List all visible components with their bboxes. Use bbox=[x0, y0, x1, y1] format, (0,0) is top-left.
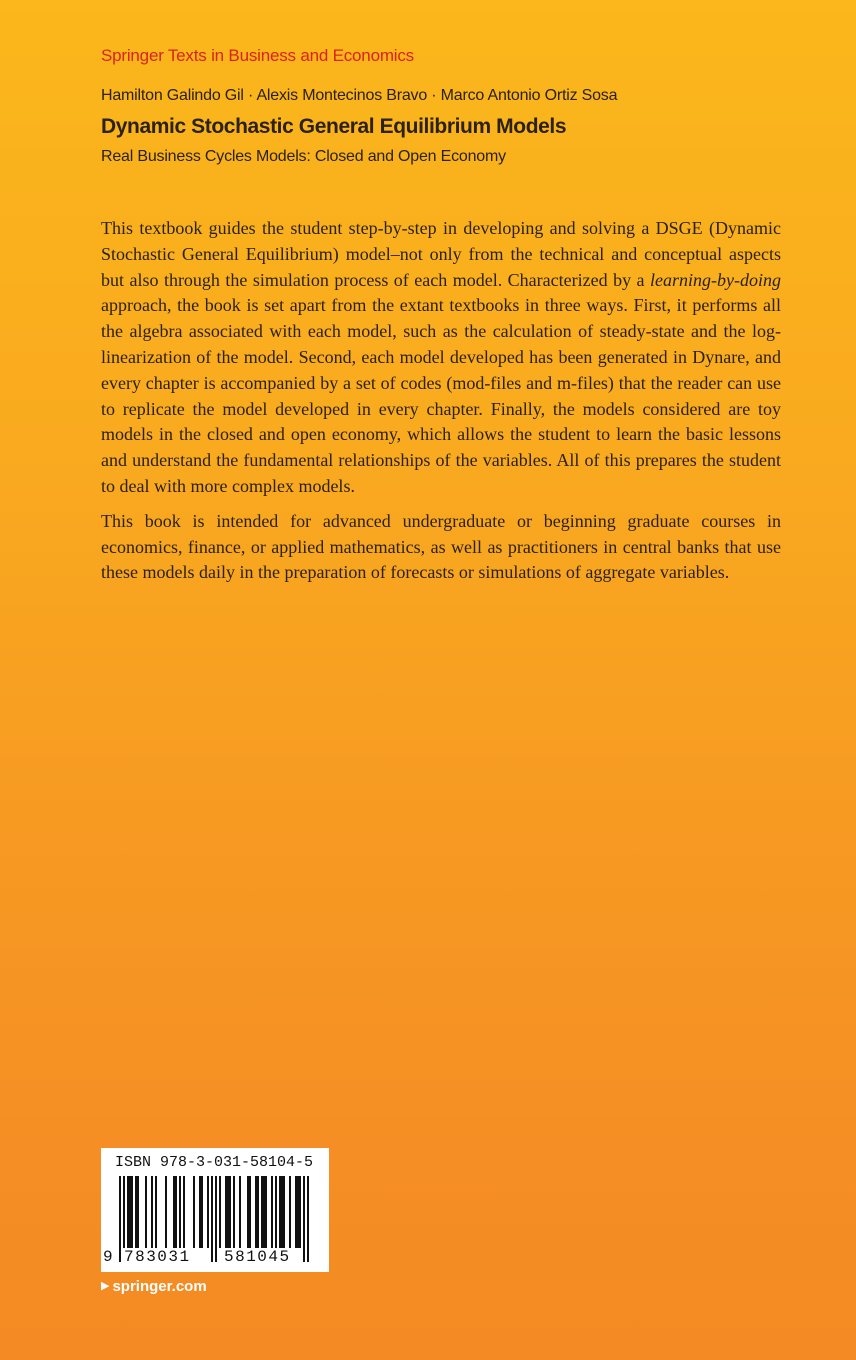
barcode-bar bbox=[211, 1176, 213, 1262]
barcode-bar bbox=[247, 1176, 249, 1248]
barcode-bar bbox=[307, 1176, 309, 1262]
blurb-paragraph-1-start: This textbook guides the student step-by-step in developing and solving a DSGE (Dynamic Stochastic General Equilibrium) model–not only from the technical and conceptual aspects but also through the simulation process of each model. Characterized by a bbox=[101, 218, 781, 290]
barcode-bar bbox=[283, 1176, 285, 1248]
barcode-bar bbox=[219, 1176, 221, 1248]
blurb-paragraph-1 bbox=[101, 216, 781, 500]
barcode-bar bbox=[279, 1176, 281, 1248]
ean-left-group: 783031 bbox=[124, 1248, 191, 1266]
barcode-bar bbox=[255, 1176, 257, 1248]
blurb-paragraph-1-emphasis: learning-by-doing bbox=[650, 269, 781, 290]
barcode-bar bbox=[173, 1176, 175, 1248]
ean-first-digit: 9 bbox=[103, 1248, 113, 1266]
barcode-bar bbox=[239, 1176, 241, 1248]
barcode-bar bbox=[263, 1176, 265, 1248]
ean-right-group: 581045 bbox=[224, 1248, 291, 1266]
barcode-bar bbox=[281, 1176, 283, 1248]
barcode-bar bbox=[275, 1176, 277, 1248]
barcode-bar bbox=[227, 1176, 229, 1248]
barcode-box bbox=[101, 1148, 329, 1272]
barcode-bar bbox=[249, 1176, 251, 1248]
barcode-bar bbox=[271, 1176, 273, 1248]
barcode-bar bbox=[297, 1176, 299, 1248]
barcode-bar bbox=[135, 1176, 137, 1248]
barcode-bar bbox=[183, 1176, 185, 1248]
blurb-paragraph-1-end: approach, the book is set apart from the extant textbooks in three ways. First, it performs all the algebra associated with each model, such as the calculation of steady-state and the log-linearization of the model. Second, each model developed has been generated in Dynare, and every chapter is accompanied by a set of codes (mod-files and m-files) that the reader can use to replicate the model developed in every chapter. Finally, the models considered are toy models in the closed and open economy, which allows the student to learn the basic lessons and understand the fundamental relationships of the variables. All of this prepares the student to deal with more complex models. bbox=[101, 295, 781, 496]
barcode-bar bbox=[289, 1176, 291, 1248]
blurb bbox=[101, 216, 781, 595]
barcode-bar bbox=[215, 1176, 217, 1262]
book-subtitle: Real Business Cycles Models: Closed and Open Economy bbox=[101, 148, 506, 165]
barcode-bar bbox=[179, 1176, 181, 1248]
arrow-right-icon: ▶ bbox=[101, 1280, 110, 1292]
barcode-bar bbox=[261, 1176, 263, 1248]
barcode-bar bbox=[201, 1176, 203, 1248]
barcode-bar bbox=[131, 1176, 133, 1248]
barcode-bar bbox=[165, 1176, 167, 1248]
barcode-bar bbox=[175, 1176, 177, 1248]
barcode-bar bbox=[303, 1176, 305, 1262]
barcode-bar bbox=[129, 1176, 131, 1248]
barcode-bar bbox=[127, 1176, 129, 1248]
barcode-bar bbox=[207, 1176, 209, 1248]
barcode-bar bbox=[199, 1176, 201, 1248]
barcode-bar bbox=[225, 1176, 227, 1248]
series-name: Springer Texts in Business and Economics bbox=[101, 46, 414, 65]
barcode-bar bbox=[155, 1176, 157, 1248]
barcode-bar bbox=[119, 1176, 121, 1262]
barcode-bar bbox=[299, 1176, 301, 1248]
barcode-bar bbox=[193, 1176, 195, 1248]
website-label: springer.com bbox=[112, 1278, 207, 1295]
barcode-bar bbox=[233, 1176, 235, 1248]
barcode-bar bbox=[229, 1176, 231, 1248]
authors: Hamilton Galindo Gil · Alexis Montecinos Bravo · Marco Antonio Ortiz Sosa bbox=[101, 87, 618, 104]
book-title: Dynamic Stochastic General Equilibrium Models bbox=[101, 115, 567, 138]
barcode-bar bbox=[137, 1176, 139, 1248]
blurb-paragraph-2: This book is intended for advanced undergraduate or beginning graduate courses in economics, finance, or applied mathematics, as well as practitioners in central banks that use these models daily in the preparation of forecasts or simulations of aggregate variables. bbox=[101, 510, 781, 583]
barcode-bar bbox=[295, 1176, 297, 1248]
barcode-bar bbox=[145, 1176, 147, 1248]
isbn-label: ISBN 978-3-031-58104-5 bbox=[115, 1154, 314, 1171]
publisher-website[interactable] bbox=[101, 1278, 207, 1295]
barcode-bar bbox=[151, 1176, 153, 1248]
barcode-bar bbox=[265, 1176, 267, 1248]
barcode-bar bbox=[257, 1176, 259, 1248]
